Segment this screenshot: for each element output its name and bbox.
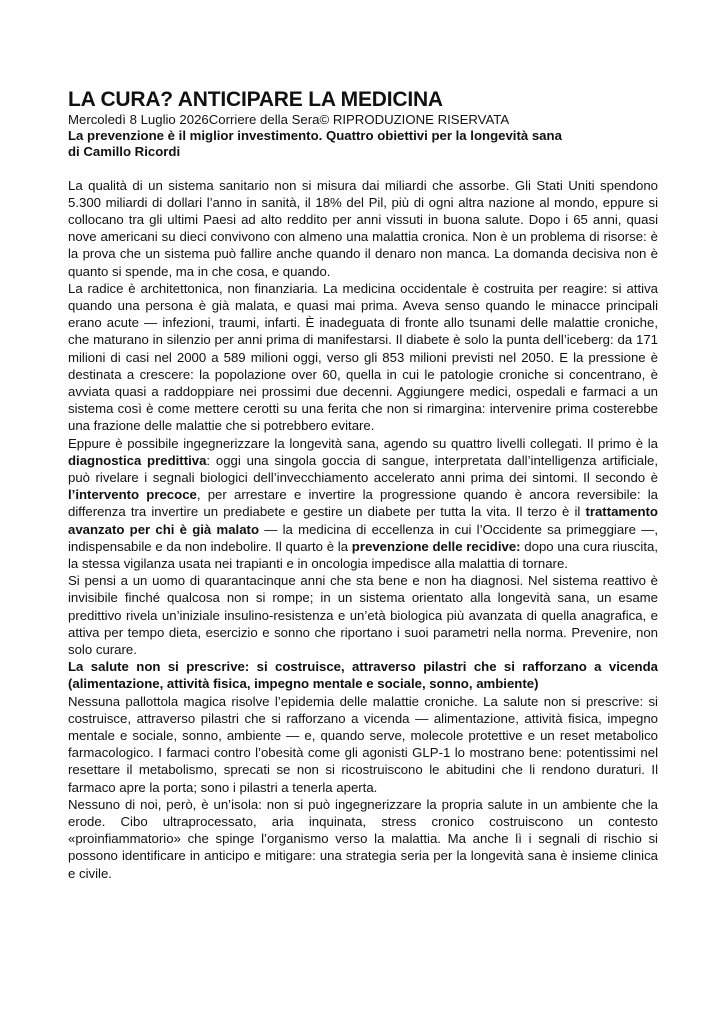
term-trattamento-avanzato: trattamento avanzato per chi è già malato (68, 504, 658, 537)
paragraph-4: Si pensi a un uomo di quarantacinque anni che sta bene e non ha diagnosi. Nel sistema reattivo è invisibile finché qualcosa non si rompe; in un sistema orientato alla longevità sana, un esame predittivo rivela un’iniziale insulino-resistenza e un’età biologica più avanzata di quella anagrafica, e attiva per tempo dieta, esercizio e sonno che riportano i suoi parametri nella norma. Prevenire, non solo curare. (68, 573, 658, 657)
paragraph-2: La radice è architettonica, non finanziaria. La medicina occidentale è costruita per reagire: si attiva quando una persona è già malata, e quasi mai prima. Aveva senso quando le minacce principali erano acute — infezioni, traumi, infarti. È inadeguata di fronte allo tsunami delle malattie croniche, che maturano in silenzio per anni prima di manifestarsi. Il diabete è solo la punta dell’iceberg: da 171 milioni di casi nel 2000 a 589 milioni oggi, verso gli 853 milioni previsti nel 2050. E la pressione è destinata a crescere: la popolazione over 60, quella in cui le patologie croniche si concentrano, è avviata quasi a raddoppiare nei prossimi due decenni. Aggiungere medici, ospedali e farmaci a un sistema così è come mettere cerotti su una ferita che non si rimargina: intervenire prima costerebbe una frazione delle malattie che si potrebbero evitare. (68, 280, 658, 434)
paragraph-3 (68, 435, 658, 573)
article-meta: Mercoledì 8 Luglio 2026Corriere della Sera© RIPRODUZIONE RISERVATA (68, 112, 510, 127)
article (68, 88, 658, 882)
paragraph-3-text-5: dopo una cura riuscita, la stessa vigilanza usata nei trapianti e in oncologia impedisce alla malattia di tornare. (68, 538, 658, 571)
paragraph-5: Nessuna pallottola magica risolve l’epidemia delle malattie croniche. La salute non si prescrive: si costruisce, attraverso pilastri che si rafforzano a vicenda — alimentazione, attività fisica, impegno mentale e sociale, sonno, ambiente — e, quando serve, molecole protettive e un reset metabolico farmacologico. I farmaci contro l’obesità come gli agonisti GLP-1 lo mostrano bene: potentissimi nel resettare il metabolismo, sprecati se non si ricostruiscono le abitudini che li rendono duraturi. Il farmaco apre la porta; sono i pilastri a tenerla aperta. (68, 693, 658, 795)
paragraph-3-text-2: : oggi una singola goccia di sangue, interpretata dall’intelligenza artificiale, può rivelare i segnali biologici dell’invecchiamento accelerato anni prima dei sintomi. Il secondo è (68, 452, 658, 485)
term-diagnostica-predittiva: diagnostica predittiva (68, 452, 207, 468)
term-prevenzione-recidive: prevenzione delle recidive: (351, 538, 521, 554)
article-byline: di Camillo Ricordi (68, 143, 181, 159)
paragraph-6: Nessuno di noi, però, è un’isola: non si può ingegnerizzare la propria salute in un ambiente che la erode. Cibo ultraprocessato, aria inquinata, stress cronico costruiscono un contesto «proinfiammatorio» che spinge l’organismo verso la malattia. Ma anche lì i segnali di rischio si possono identificare in anticipo e mitigare: una strategia seria per la longevità sana è insieme clinica e civile. (68, 796, 658, 881)
paragraph-3-text-4: — la medicina di eccellenza in cui l’Occidente sa primeggiare —, indispensabile e da non indebolire. Il quarto è la (68, 521, 658, 554)
section-subheading: La salute non si prescrive: si costruisce, attraverso pilastri che si rafforzano a vicenda (alimentazione, attività fisica, impegno mentale e sociale, sonno, ambiente) (68, 659, 658, 692)
article-subtitle: La prevenzione è il miglior investimento. Quattro obiettivi per la longevità sana (68, 127, 562, 143)
article-title: LA CURA? ANTICIPARE LA MEDICINA (68, 88, 443, 111)
paragraph-3-text-3: , per arrestare e invertire la progressione quando è ancora reversibile: la differenza tra invertire un prediabete e gestire un diabete per tutta la vita. Il terzo è il (68, 487, 658, 520)
paragraph-1: La qualità di un sistema sanitario non si misura dai miliardi che assorbe. Gli Stati Uniti spendono 5.300 miliardi di dollari l’anno in sanità, il 18% del Pil, più di ogni altra nazione al mondo, eppure si collocano tra gli ultimi Paesi ad alto reddito per anni vissuti in buona salute. Dopo i 65 anni, quasi nove americani su dieci convivono con almeno una malattia cronica. Non è un problema di risorse: è la prova che un sistema può fallire anche quando il denaro non manca. La domanda decisiva non è quanto si spende, ma in che cosa, e quando. (68, 177, 658, 279)
paragraph-3-text-1: Eppure è possibile ingegnerizzare la longevità sana, agendo su quattro livelli collegati. Il primo è la (68, 435, 658, 451)
term-intervento-precoce: l’intervento precoce (68, 487, 197, 503)
